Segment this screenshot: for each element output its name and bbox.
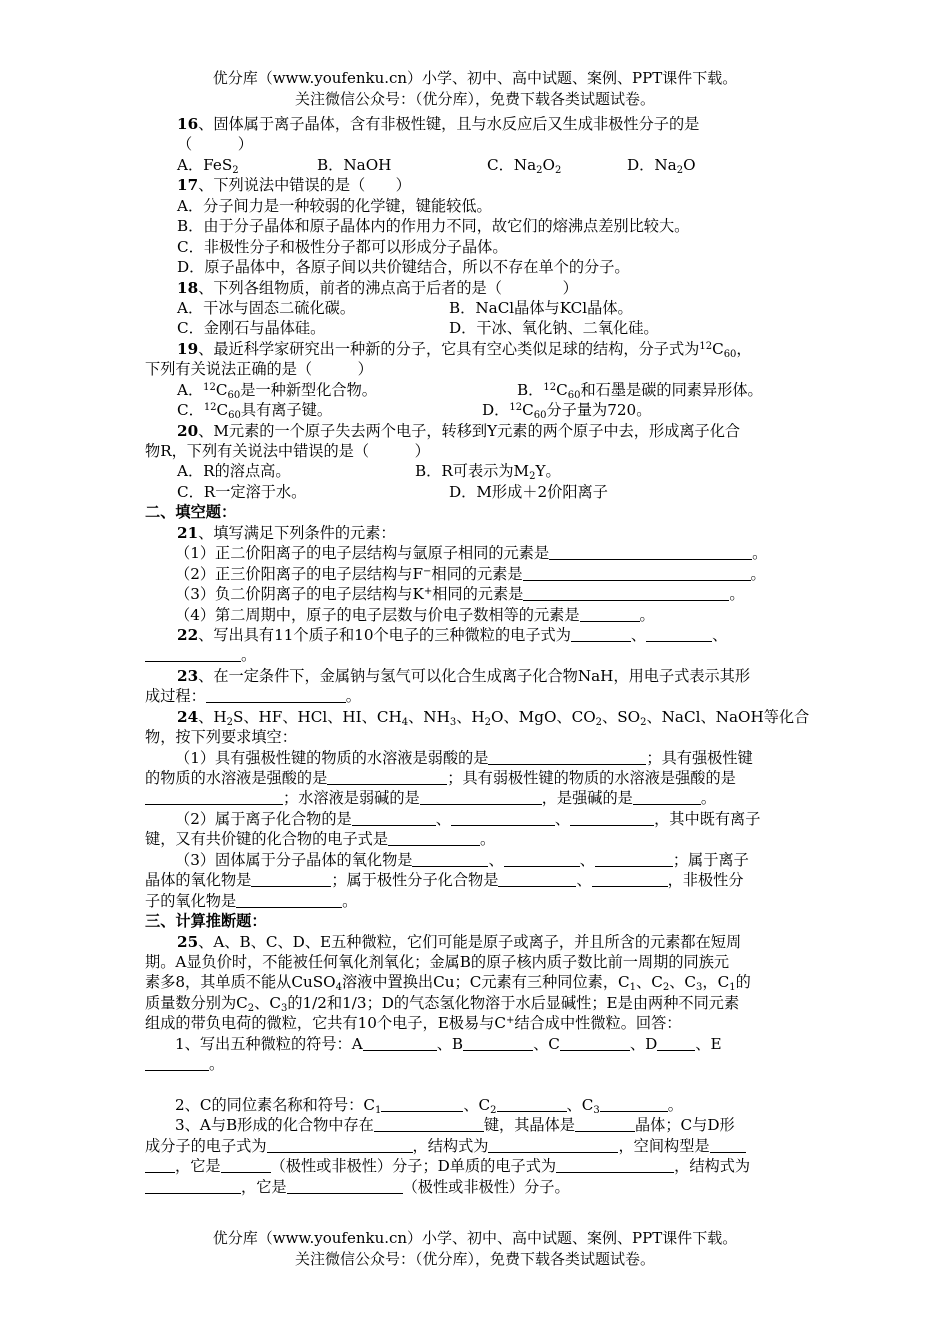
answer-blank[interactable] — [145, 789, 283, 805]
q24-part1-line2: 的物质的水溶液是强酸的是 ；具有弱极性键的物质的水溶液是强酸的是 — [145, 769, 736, 787]
q25-sub3-line3: ，它是 （极性或非极性）分子；D单质的电子式为 ，结构式为 — [145, 1156, 807, 1176]
q20-stem-2: 物R，下列有关说法中错误的是（ ） — [145, 442, 430, 460]
answer-blank[interactable] — [206, 687, 346, 703]
q25-line-3: 素多8，其单质不能从CuSO$_4$溶液中置换出Cu；C元素有三种同位素，$C_1$、$C_2$、$C_3$，$C_1$的 — [145, 973, 751, 994]
section-2-title: 二、填空题： — [145, 503, 237, 522]
q21-item-4: （4）第二周期中，原子的电子层数与价电子数相等的元素是 。 — [175, 605, 655, 624]
q18-options-ab: A．干冰与固态二硫化碳。 B．NaCl晶体与KCl晶体。 — [177, 298, 633, 317]
footer-line-2: 关注微信公众号：（优分库），免费下载各类试题试卷。 — [294, 1250, 655, 1268]
q19-options-ab: A．$^{12}C_{60}$是一种新型化合物。 B．$^{12}C_{60}$和石墨是碳的同素异形体。 — [177, 380, 763, 401]
q17-option-a: A．分子间力是一种较弱的化学键，键能较低。 — [177, 196, 492, 215]
answer-blank[interactable] — [145, 1055, 209, 1071]
q16-paren: （ ） — [177, 135, 253, 154]
answer-blank[interactable] — [463, 1035, 533, 1051]
q23-stem-2: 成过程： 。 — [145, 687, 361, 706]
answer-blank[interactable] — [646, 626, 712, 642]
header-line-1: 优分库（www.youfenku.cn）小学、初中、高中试题、案例、PPT课件下载。 — [212, 69, 738, 87]
answer-blank[interactable] — [352, 810, 436, 826]
answer-blank[interactable] — [267, 1137, 413, 1153]
answer-blank[interactable] — [221, 1157, 271, 1173]
answer-blank[interactable] — [580, 606, 640, 622]
q25-sub3-line2: 成分子的电子式为 ，结构式为 ，空间构型是 — [145, 1136, 807, 1156]
q25-sub3-line4: ，它是 （极性或非极性）分子。 — [145, 1177, 807, 1197]
q19-stem-1: 19、最近科学家研究出一种新的分子，它具有空心类似足球的结构，分子式为$^{12}C_{60}$， — [177, 339, 752, 360]
q17-option-c: C．非极性分子和极性分子都可以形成分子晶体。 — [177, 237, 508, 256]
answer-blank[interactable] — [657, 1035, 695, 1051]
q25-line-1: 25、A、B、C、D、E五种微粒，它们可能是原子或离子，并且所含的元素都在短周 — [177, 932, 742, 951]
q22-stem: 22、写出具有11个质子和10个电子的三种微粒的电子式为 、 、 — [177, 625, 728, 644]
answer-blank[interactable] — [523, 585, 729, 601]
answer-blank[interactable] — [556, 1157, 674, 1173]
answer-blank[interactable] — [374, 1116, 484, 1132]
q17-option-d: D．原子晶体中，各原子间以共价键结合，所以不存在单个的分子。 — [177, 258, 630, 277]
q19-options-cd: C．$^{12}C_{60}$具有离子键。 D．$^{12}C_{60}$分子量为720。 — [177, 401, 652, 422]
q23-stem-1: 23、在一定条件下，金属钠与氢气可以化合生成离子化合物NaH，用电子式表示其形 — [177, 666, 751, 685]
q20-options-cd: C．R一定溶于水。 D．M形成＋2价阳离子 — [177, 482, 608, 501]
q24-part3-line2: 晶体的氧化物是 ；属于极性分子化合物是 、 ，非极性分 — [145, 871, 744, 890]
section-3-title: 三、计算推断题： — [145, 912, 267, 931]
q24-part3-line3: 子的氧化物是 。 — [145, 891, 358, 910]
answer-blank[interactable] — [570, 810, 654, 826]
answer-blank[interactable] — [633, 789, 701, 805]
q17-stem: 17、下列说法中错误的是（ ） — [177, 176, 411, 195]
q20-options-ab: A．R的溶点高。 B．R可表示为$M_2Y$。 — [177, 462, 561, 483]
answer-blank[interactable] — [388, 830, 480, 846]
q20-stem-1: 20、M元素的一个原子失去两个电子，转移到Y元素的两个原子中去，形成离子化合 — [177, 421, 741, 440]
answer-blank[interactable] — [575, 1116, 635, 1132]
answer-blank[interactable] — [600, 1096, 668, 1112]
q22-continued: 。 — [145, 645, 807, 665]
answer-blank[interactable] — [488, 1137, 618, 1153]
page-footer — [0, 1228, 950, 1270]
q16-stem: 16、固体属于离子晶体，含有非极性键，且与水反应后又生成非极性分子的是 — [177, 115, 700, 133]
answer-blank[interactable] — [236, 892, 342, 908]
answer-blank[interactable] — [549, 544, 752, 560]
q18-stem: 18、下列各组物质，前者的沸点高于后者的是（ ） — [177, 278, 578, 297]
q18-options-cd: C．金刚石与晶体硅。 D．干冰、氧化钠、二氧化硅。 — [177, 319, 659, 338]
q24-part1-line3: ；水溶液是弱碱的是 ，是强碱的是 。 — [145, 788, 807, 808]
answer-blank[interactable] — [488, 749, 646, 765]
answer-blank[interactable] — [451, 810, 555, 826]
q21-stem: 21、填写满足下列条件的元素： — [177, 523, 396, 542]
answer-blank[interactable] — [498, 871, 576, 887]
document-body — [145, 114, 810, 1197]
q25-sub3-line1: 3、A与B形成的化合物中存在 键，其晶体是 晶体；C与D形 — [175, 1116, 735, 1135]
q19-stem-2: 下列有关说法正确的是（ ） — [145, 360, 373, 379]
spacer — [145, 1075, 807, 1095]
page-header — [0, 68, 950, 110]
q25-sub1-cont: 。 — [145, 1054, 807, 1074]
answer-blank[interactable] — [595, 851, 673, 867]
q24-part2-line2: 键，又有共价键的化合物的电子式是 。 — [145, 830, 496, 849]
answer-blank[interactable] — [504, 851, 580, 867]
q17-option-b: B．由于分子晶体和原子晶体内的作用力不同，故它们的熔沸点差别比较大。 — [177, 217, 690, 236]
q21-item-1: （1）正二价阳离子的电子层结构与氩原子相同的元素是 。 — [175, 544, 768, 563]
answer-blank[interactable] — [497, 1096, 567, 1112]
answer-blank[interactable] — [560, 1035, 630, 1051]
answer-blank[interactable] — [287, 1178, 403, 1194]
answer-blank[interactable] — [420, 789, 542, 805]
q21-item-3: （3）负二价阴离子的电子层结构与K+相同的元素是 。 — [175, 585, 745, 604]
footer-line-1: 优分库（www.youfenku.cn）小学、初中、高中试题、案例、PPT课件下载。 — [212, 1229, 738, 1247]
answer-blank[interactable] — [592, 871, 668, 887]
q21-item-2: （2）正三价阳离子的电子层结构与F−相同的元素是 。 — [175, 564, 766, 583]
answer-blank[interactable] — [145, 1157, 175, 1173]
answer-blank[interactable] — [327, 769, 447, 785]
answer-blank[interactable] — [412, 851, 488, 867]
answer-blank[interactable] — [251, 871, 331, 887]
answer-blank[interactable] — [145, 646, 241, 662]
q16-options: A．FeS$_2$ B．NaOH C．$Na_2O_2$ D．$Na_2O$ — [177, 155, 696, 176]
q24-list-2: 物，按下列要求填空： — [145, 728, 297, 747]
q25-line-2: 期。A显负价时，不能被任何氧化剂氧化；金属B的原子核内质子数比前一周期的同族元 — [145, 952, 730, 971]
answer-blank[interactable] — [363, 1035, 437, 1051]
answer-blank[interactable] — [381, 1096, 463, 1112]
answer-blank[interactable] — [523, 565, 751, 581]
q24-part3-line1: （3）固体属于分子晶体的氧化物是 、 、 ；属于离子 — [175, 850, 749, 869]
q25-line-5: 组成的带负电荷的微粒，它共有10个电子，E极易与C+结合成中性微粒。回答： — [145, 1014, 682, 1033]
answer-blank[interactable] — [145, 1178, 241, 1194]
header-line-2: 关注微信公众号：（优分库），免费下载各类试题试卷。 — [294, 90, 655, 108]
q24-part2-line1: （2）属于离子化合物的是 、 、 ，其中既有离子 — [175, 809, 761, 828]
q25-line-4: 质量数分别为$C_2$、$C_3$的1/2和1/3；D的气态氢化物溶于水后显碱性；E是由两种不同元素 — [145, 993, 740, 1014]
q25-sub1: 1、写出五种微粒的符号：A 、B 、C 、D 、E — [175, 1034, 722, 1053]
answer-blank[interactable] — [710, 1137, 746, 1153]
answer-blank[interactable] — [571, 626, 631, 642]
q24-part1-line1: （1）具有强极性键的物质的水溶液是弱酸的是 ；具有强极性键 — [175, 748, 753, 767]
q24-list-1: 24、$H_2S$、HF、HCl、HI、$CH_4$、$NH_3$、$H_2O$、MgO、$CO_2$、$SO_2$、NaCl、NaOH等化合 — [177, 707, 810, 728]
q25-sub2: 2、C的同位素名称和符号：$C_1$ 、$C_2$ 、$C_3$ 。 — [175, 1096, 683, 1116]
